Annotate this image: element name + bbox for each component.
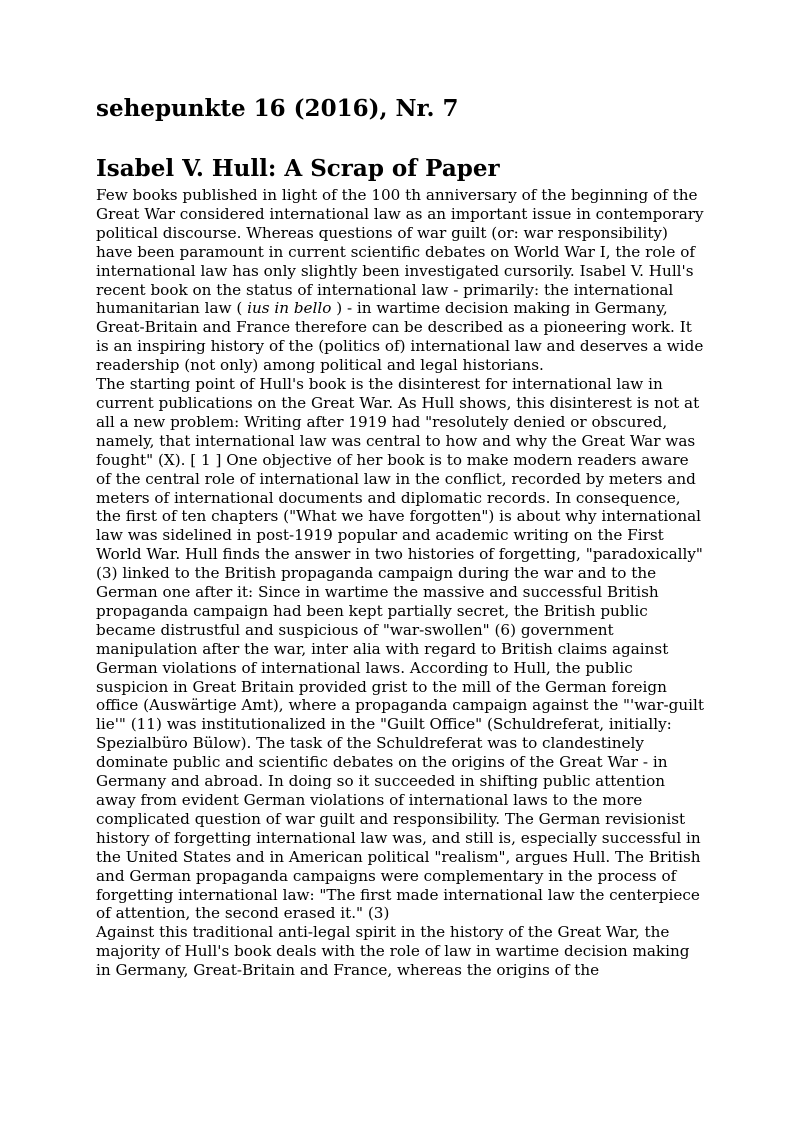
document-page [96, 92, 708, 980]
paragraph-1-text-b: ) - in wartime decision making in Germany, Great-Britain and France therefore can be described as a pioneering work. It is an inspiring history of the (politics of) international law and deserves a wide readership (not only) among political and legal historians. [96, 299, 704, 375]
paragraph-3: Against this traditional anti-legal spirit in the history of the Great War, the majority of Hull's book deals with the role of law in wartime decision making in Germany, Great-Britain and France, whereas the origins of the [96, 923, 690, 980]
paragraph-1-italic-term: ius in bello [247, 299, 332, 318]
paragraph-1-text-a: Few books published in light of the 100 th anniversary of the beginning of the Great War considered international law as an important issue in contemporary political discourse. Whereas questions of war guilt (or: war responsibility) have been paramount in current scientific debates on World War I, the role of international law has only slightly been investigated cursorily. Isabel V. Hull's recent book on the status of international law - primarily: the international humanitarian law ( [96, 186, 704, 318]
journal-issue-heading: sehepunkte 16 (2016), Nr. 7 [96, 95, 459, 122]
review-title: Isabel V. Hull: A Scrap of Paper [96, 155, 500, 182]
paragraph-1 [96, 186, 708, 375]
paragraph-2: The starting point of Hull's book is the disinterest for international law in current publications on the Great War. As Hull shows, this disinterest is not at all a new problem: Writing after 1919 had "resolutely denied or obscured, namely, that international law was central to how and why the Great War was fought" (X). [ 1 ] One objective of her book is to make modern readers aware of the central role of international law in the conflict, recorded by meters and meters of international documents and diplomatic records. In consequence, the first of ten chapters ("What we have forgotten") is about why international law was sidelined in post-1919 popular and academic writing on the First World War. Hull finds the answer in two histories of forgetting, "paradoxically" (3) linked to the British propaganda campaign during the war and to the German one after it: Since in wartime the massive and successful British propaganda campaign had been kept partially secret, the British public became distrustful and suspicious of "war-swollen" (6) government manipulation after the war, inter alia with regard to British claims against German violations of international laws. According to Hull, the public suspicion in Great Britain provided grist to the mill of the German foreign office (Auswärtige Amt), where a propaganda campaign against the "'war-guilt lie'" (11) was institutionalized in the "Guilt Office" (Schuldreferat, initially: Spezialbüro Bülow). The task of the Schuldreferat was to clandestinely dominate public and scientific debates on the origins of the Great War - in Germany and abroad. In doing so it succeeded in shifting public attention away from evident German violations of international laws to the more complicated question of war guilt and responsibility. The German revisionist history of forgetting international law was, and still is, especially successful in the United States and in American political "realism", argues Hull. The British and German propaganda campaigns were complementary in the process of forgetting international law: "The first made international law the centerpiece of attention, the second erased it." (3) [96, 375, 704, 923]
